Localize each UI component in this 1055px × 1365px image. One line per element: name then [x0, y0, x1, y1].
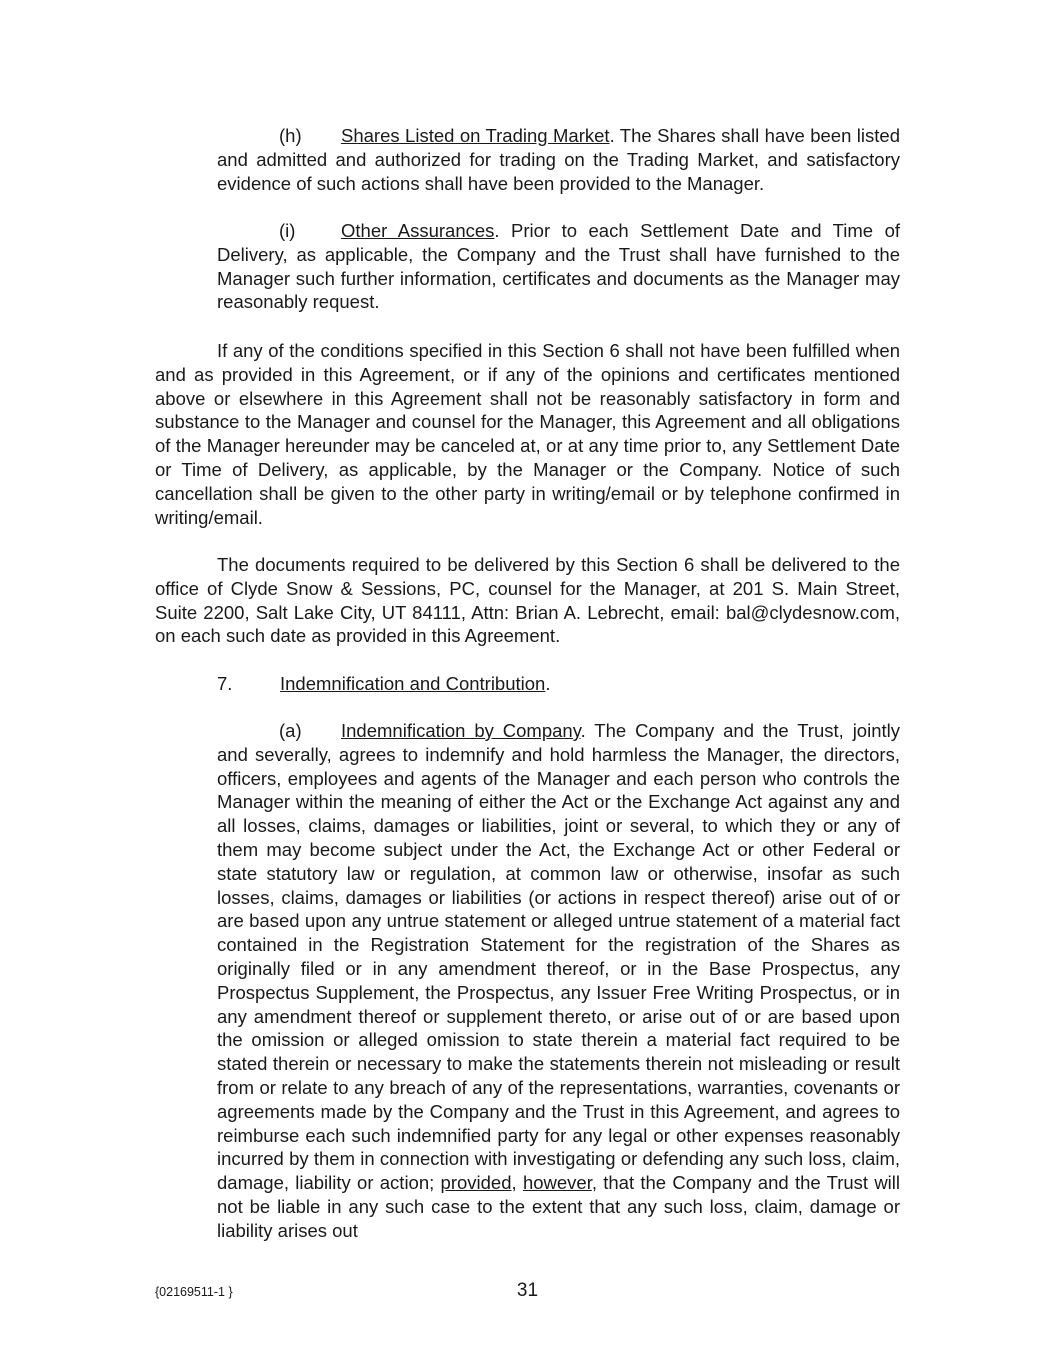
paragraph-i-label: (i) — [279, 220, 296, 241]
paragraph-a-body: . The Company and the Trust, jointly and severally, agrees to indemnify and hold harmless the Manager, the directors, officers, employees and agents of the Manager and each person who controls the Manager within the meaning of either the Act or the Exchange Act against any and all losses, claims, damages or liabilities, joint or several, to which they or any of them may become subject under the Act, the Exchange Act or other Federal or state statutory law or regulation, at common law or otherwise, insofar as such losses, claims, damages or liabilities (or actions in respect thereof) arise out of or are based upon any untrue statement or alleged untrue statement of a material fact contained in the Registration Statement for the registration of the Shares as originally filed or in any amendment thereof, or in the Base Prospectus, any Prospectus Supplement, the Prospectus, any Issuer Free Writing Prospectus, or in any amendment thereof or supplement thereto, or arise out of or are based upon the omission or alleged omission to state therein a material fact required to be stated therein or necessary to make the statements therein not misleading or result from or relate to any breach of any of the representations, warranties, covenants or agreements made by the Company and the Trust in this Agreement, and agrees to reimburse each such indemnified party for any legal or other expenses reasonably incurred by them in connection with investigating or defending any such loss, claim, damage, liability or action; — [217, 720, 900, 1194]
paragraph-a-label: (a) — [279, 720, 302, 741]
section-7-title: Indemnification and Contribution — [280, 673, 546, 694]
provided-term: provided — [440, 1172, 512, 1194]
paragraph-h — [217, 124, 900, 195]
paragraph-i-body: . Prior to each Settlement Date and Time of Delivery, as applicable, the Company and the Trust shall have furnished to the Manager such further information, certificates and documents as the Manager may reasonably request. — [217, 220, 901, 313]
document-id-footer: {02169511-1 } — [155, 1285, 233, 1299]
page-number: 31 — [516, 1280, 539, 1301]
paragraph-h-body: . The Shares shall have been listed and admitted and authorized for trading on the Trading Market, and satisfactory evidence of such actions shall have been provided to the Manager. — [217, 125, 900, 194]
paragraph-h-heading: Shares Listed on Trading Market — [341, 125, 610, 146]
paragraph-a — [217, 719, 900, 1243]
paragraph-a-heading: Indemnification by Company — [341, 720, 581, 741]
section-7-number: 7. — [217, 673, 233, 694]
paragraph-i — [217, 219, 900, 314]
provided-comma: , — [511, 1172, 523, 1194]
paragraph-h-label: (h) — [279, 125, 302, 146]
however-term: however — [522, 1172, 592, 1194]
section-7-heading — [155, 672, 900, 696]
documents-paragraph: The documents required to be delivered by this Section 6 shall be delivered to the office of Clyde Snow & Sessions, PC, counsel for the Manager, at 201 S. Main Street, Suite 2200, Salt Lake City, UT 84111, Attn: Brian A. Lebrecht, email: bal@clydesnow.com, on each such date as provided in this Agreement. — [155, 554, 900, 647]
conditions-paragraph: If any of the conditions specified in this Section 6 shall not have been fulfilled when and as provided in this Agreement, or if any of the opinions and certificates mentioned above or elsewhere in this Agreement shall not be reasonably satisfactory in form and substance to the Manager and counsel for the Manager, this Agreement and all obligations of the Manager hereunder may be canceled at, or at any time prior to, any Settlement Date or Time of Delivery, as applicable, by the Manager or the Company. Notice of such cancellation shall be given to the other party in writing/email or by telephone confirmed in writing/email. — [155, 340, 900, 528]
paragraph-a-tail: , that the Company and the Trust will not be liable in any such case to the extent that any such loss, claim, damage or liability arises out — [217, 1172, 901, 1241]
paragraph-i-heading: Other Assurances — [341, 220, 495, 241]
section-7-trail: . — [545, 673, 551, 694]
